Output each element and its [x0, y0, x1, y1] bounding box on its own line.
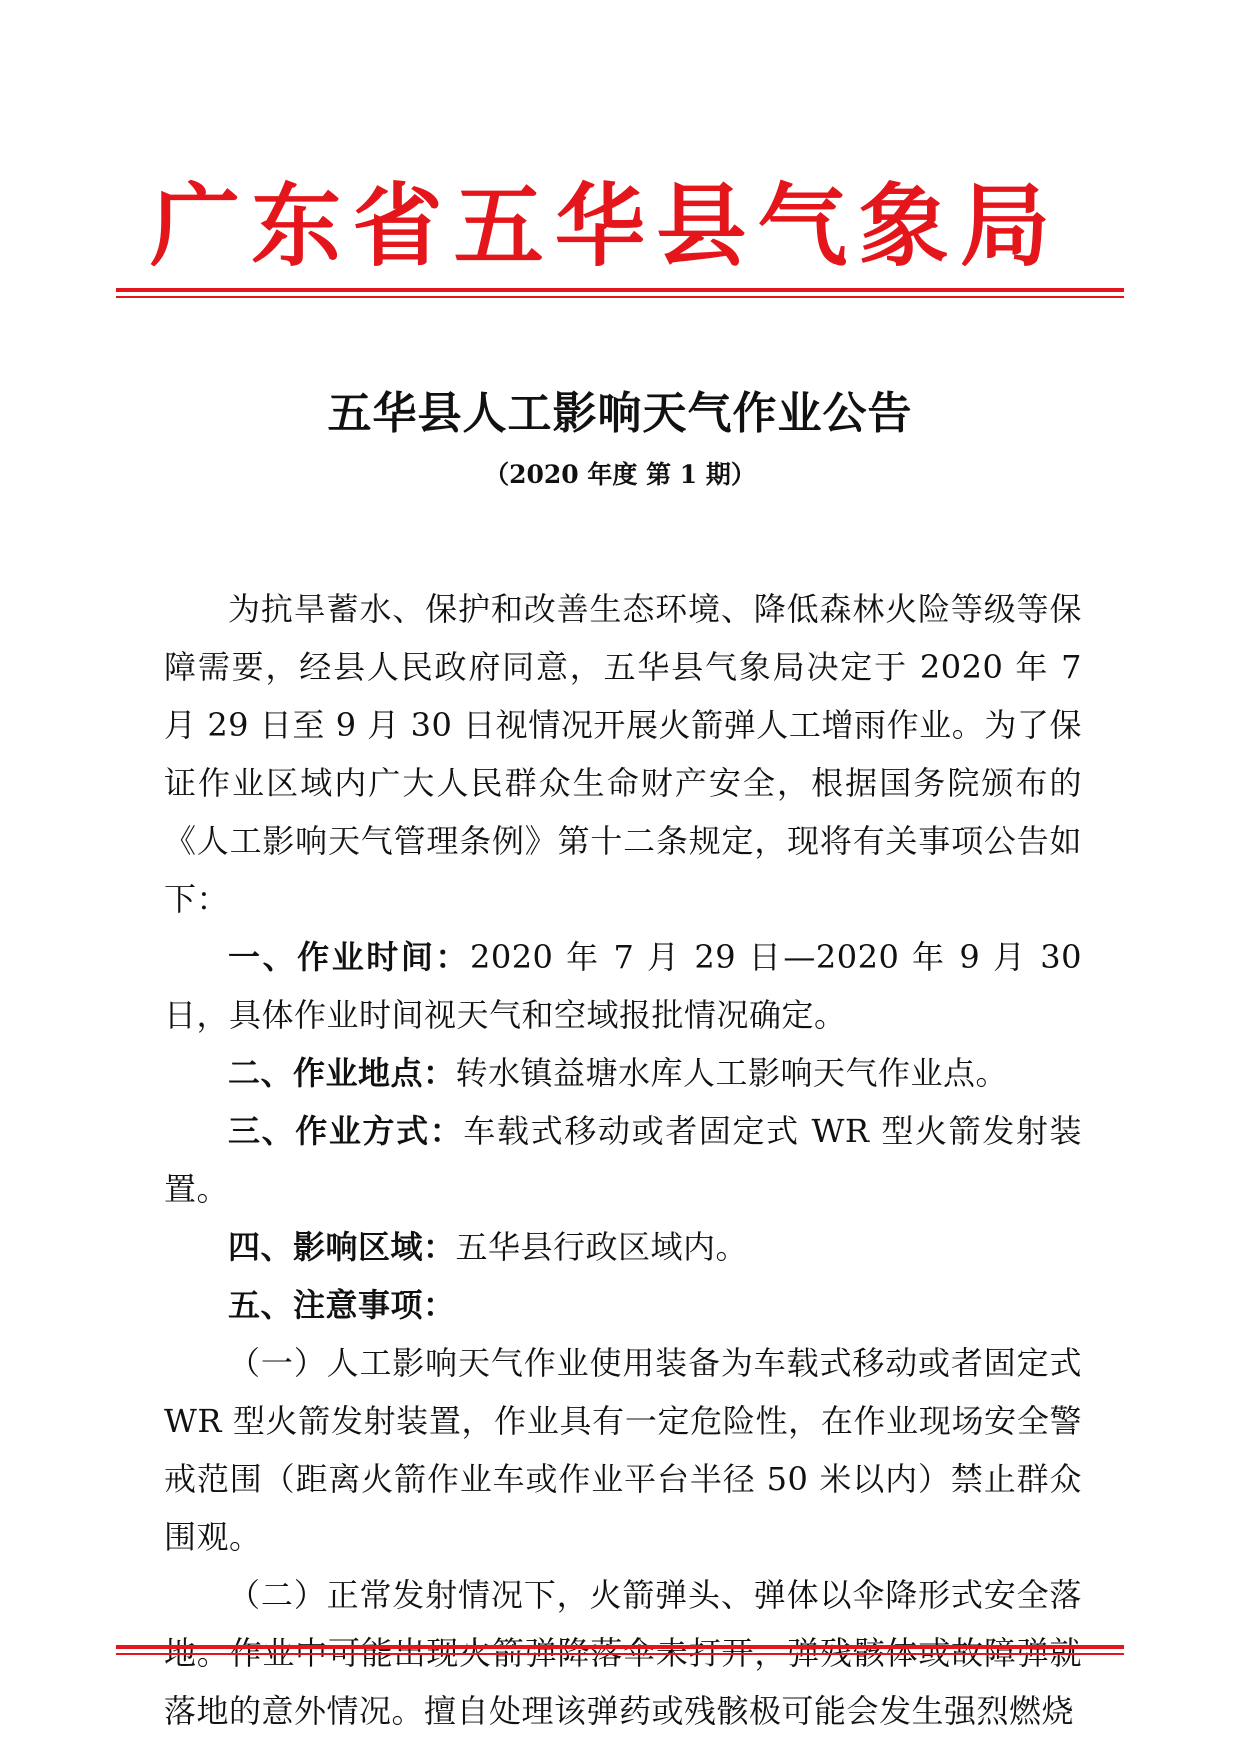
masthead-char: 气: [757, 174, 848, 279]
paragraph-label: 五、注意事项：: [228, 1286, 456, 1324]
masthead-char: 象: [858, 174, 949, 279]
masthead-char: 广: [150, 174, 240, 279]
paragraph-label: 二、作业地点：: [228, 1054, 456, 1092]
body-paragraph: [164, 1218, 1082, 1276]
masthead-char: 东: [251, 174, 342, 279]
paragraph-text: 2020 年 7 月 29 日—2020 年 9 月 30 日，具体作业时间视天气和空域报批情况确定。: [164, 938, 1082, 1034]
body-paragraph: [164, 928, 1082, 1044]
masthead-char: 省: [352, 174, 443, 279]
masthead-char: 华: [555, 174, 645, 279]
masthead-char: 局: [960, 174, 1050, 279]
body-paragraph: [164, 1276, 1082, 1334]
document-body: [164, 580, 1082, 1740]
body-paragraph: [164, 1044, 1082, 1102]
body-paragraph: [164, 1102, 1082, 1218]
footer-rule-thick: [116, 1645, 1124, 1649]
paragraph-text: （一）人工影响天气作业使用装备为车载式移动或者固定式 WR 型火箭发射装置，作业具有一定危险性，在作业现场安全警戒范围（距离火箭作业车或作业平台半径 50 米以内）禁止群众围观。: [164, 1344, 1082, 1556]
paragraph-label: 四、影响区域：: [228, 1228, 456, 1266]
paragraph-label: 一、作业时间：: [228, 938, 470, 976]
body-paragraph: [164, 580, 1082, 928]
paragraph-label: 三、作业方式：: [228, 1112, 464, 1150]
body-paragraph: [164, 1334, 1082, 1566]
paragraph-text: （二）正常发射情况下，火箭弹头、弹体以伞降形式安全落 落地的意外情况。擅自处理该弹药或残骸极可能会发生强烈燃烧: [164, 1576, 1082, 1730]
org-masthead: [150, 172, 1050, 282]
document-title: 五华县人工影响天气作业公告: [327, 388, 913, 439]
paragraph-text: 五华县行政区域内。: [455, 1228, 749, 1266]
masthead-char: 五: [453, 174, 544, 279]
header-rule-thick: [116, 288, 1124, 292]
document-issue: （2020 年度 第 1 期）: [484, 460, 756, 489]
header-rule-thin: [116, 296, 1124, 298]
masthead-char: 县: [656, 174, 747, 279]
footer-rule-thin: [116, 1653, 1124, 1655]
paragraph-text: 为抗旱蓄水、保护和改善生态环境、降低森林火险等级等保障需要，经县人民政府同意，五华县气象局决定于 2020 年 7 月 29 日至 9 月 30 日视情况开展火箭弹人工增雨作业。为了保证作业区域内广大人民群众生命财产安全，根据国务院颁布的《人工影响天气管理条例》第十二条规定，现将有关事项公告如下：: [164, 590, 1082, 918]
paragraph-text: 车载式移动或者固定式 WR 型火箭发射装置。: [164, 1112, 1082, 1208]
paragraph-text: 转水镇益塘水库人工影响天气作业点。: [455, 1054, 1009, 1092]
